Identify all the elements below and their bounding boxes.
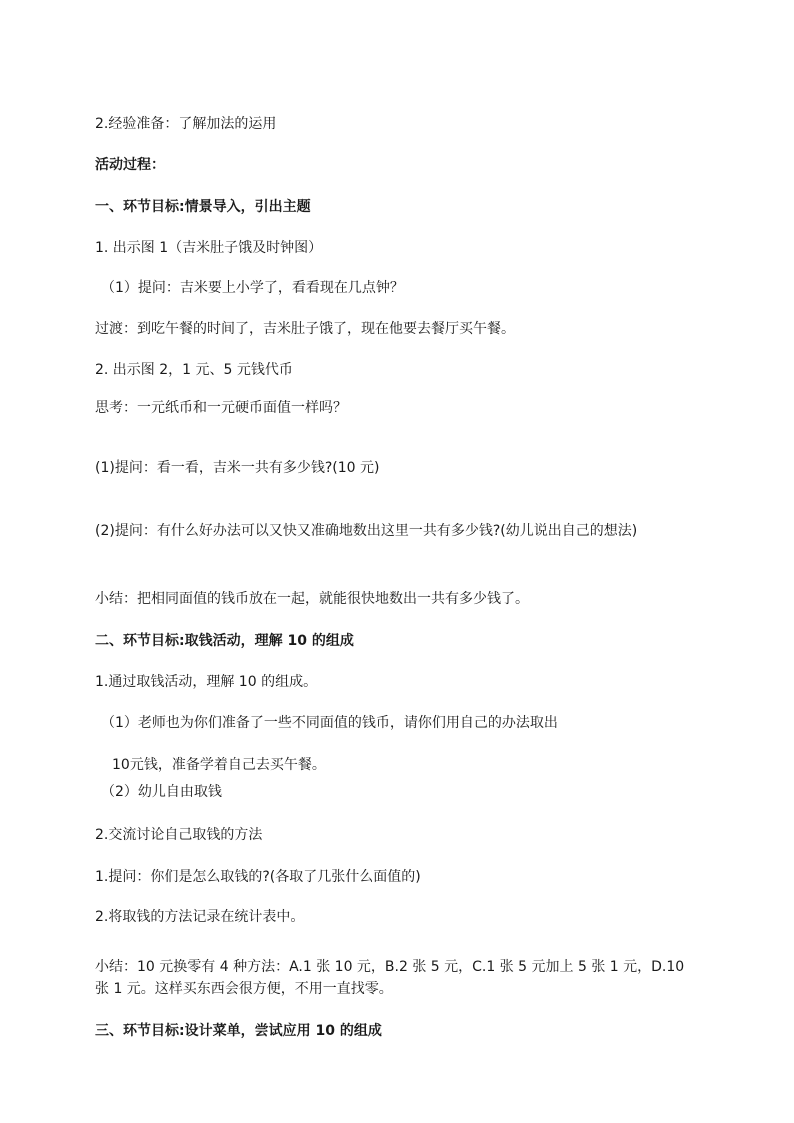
take-money-goal-line: 1.通过取钱活动，理解 10 的组成。 xyxy=(95,674,318,690)
question-good-method-paragraph: (2)提问：有什么好办法可以又快又准确地数出这里一共有多少钱?(幼儿说出自己的想法) xyxy=(95,523,638,539)
question-count-money-line: (1)提问：看一看，吉米一共有多少钱?(10 元) xyxy=(95,460,380,476)
question-how-line: 1.提问：你们是怎么取钱的?(各取了几张什么面值的) xyxy=(95,869,421,885)
experience-prep-line: 2.经验准备：了解加法的运用 xyxy=(95,116,277,132)
children-take-money-line: （2）幼儿自由取钱 xyxy=(101,784,222,800)
show-figure-2-line: 2. 出示图 2，1 元、5 元钱代币 xyxy=(95,362,293,378)
activity-process-heading: 活动过程： xyxy=(95,157,165,173)
ten-yuan-line: 10元钱，准备学着自己去买午餐。 xyxy=(112,757,326,773)
summary-same-value-line: 小结：把相同面值的钱币放在一起，就能很快地数出一共有多少钱了。 xyxy=(95,591,529,607)
think-coin-line: 思考：一元纸币和一元硬币面值一样吗？ xyxy=(95,400,347,416)
transition-line: 过渡：到吃午餐的时间了，吉米肚子饿了，现在他要去餐厅买午餐。 xyxy=(95,321,515,337)
section-2-heading: 二、环节目标:取钱活动，理解 10 的组成 xyxy=(95,633,354,649)
record-table-line: 2.将取钱的方法记录在统计表中。 xyxy=(95,909,305,925)
section-3-heading: 三、环节目标:设计菜单，尝试应用 10 的组成 xyxy=(95,1023,382,1039)
teacher-prepared-line: （1）老师也为你们准备了一些不同面值的钱币，请你们用自己的办法取出 xyxy=(101,715,558,731)
section-1-heading: 一、环节目标:情景导入，引出主题 xyxy=(95,199,311,215)
show-figure-1-line: 1. 出示图 1（吉米肚子饿及时钟图） xyxy=(95,240,323,256)
summary-change-paragraph: 小结：10 元换零有 4 种方法：A.1 张 10 元，B.2 张 5 元，C.1 张 5 元加上 5 张 1 元，D.10 张 1 元。这样买东西会很方便，不用一直找零。 xyxy=(95,959,685,997)
discuss-method-line: 2.交流讨论自己取钱的方法 xyxy=(95,827,263,843)
question-time-line: （1）提问：吉米要上小学了，看看现在几点钟？ xyxy=(101,280,404,296)
